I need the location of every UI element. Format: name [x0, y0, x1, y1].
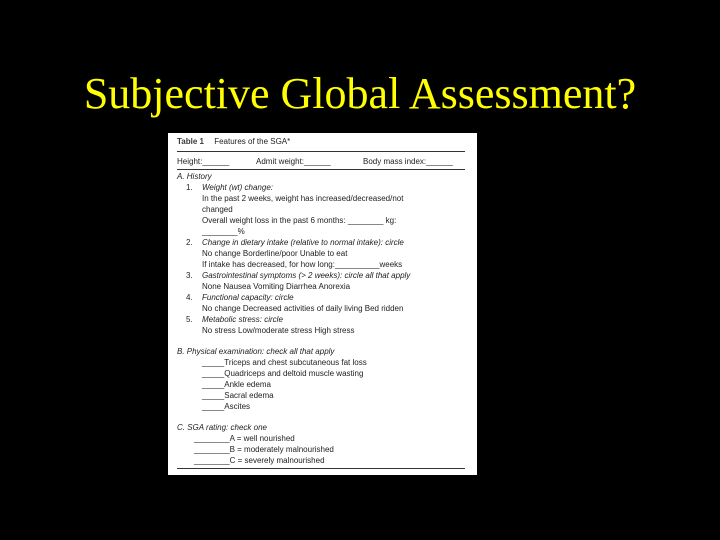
slide-title: Subjective Global Assessment? — [83, 69, 637, 118]
history-item-2-line: No change Borderline/poor Unable to eat — [202, 249, 348, 258]
rating-item: ________C = severely malnourished — [194, 456, 325, 465]
sga-table-image — [168, 133, 477, 475]
history-item-5-line: No stress Low/moderate stress High stress — [202, 326, 355, 335]
rating-item: ________B = moderately malnourished — [194, 445, 334, 454]
history-item-5-num: 5. — [186, 315, 193, 324]
admit-weight-field: Admit weight:______ — [256, 157, 331, 166]
exam-item: _____Quadriceps and deltoid muscle wasting — [202, 369, 364, 378]
history-item-1-line: In the past 2 weeks, weight has increased/decreased/not — [202, 194, 404, 203]
exam-item: _____Sacral edema — [202, 391, 274, 400]
history-item-4-num: 4. — [186, 293, 193, 302]
history-item-1-title: Weight (wt) change: — [202, 183, 273, 192]
history-item-3-line: None Nausea Vomiting Diarrhea Anorexia — [202, 282, 351, 291]
history-item-2-title: Change in dietary intake (relative to normal intake): circle — [202, 238, 404, 247]
history-item-4-title: Functional capacity: circle — [202, 293, 294, 302]
history-item-2-num: 2. — [186, 238, 193, 247]
history-item-3-num: 3. — [186, 271, 193, 280]
height-field: Height:______ — [177, 157, 230, 166]
exam-item: _____Triceps and chest subcutaneous fat loss — [202, 358, 367, 367]
divider-bottom — [177, 468, 465, 469]
rating-heading: C. SGA rating: check one — [177, 423, 267, 432]
history-item-5-title: Metabolic stress: circle — [202, 315, 283, 324]
table-caption-label: Table 1 — [177, 137, 204, 146]
history-item-4-line: No change Decreased activities of daily living Bed ridden — [202, 304, 404, 313]
rating-item: ________A = well nourished — [194, 434, 295, 443]
history-item-3-title: Gastrointestinal symptoms (> 2 weeks): circle all that apply — [202, 271, 411, 280]
history-item-2-line: If intake has decreased, for how long:__________weeks — [202, 260, 403, 269]
history-item-1-num: 1. — [186, 183, 193, 192]
exam-heading: B. Physical examination: check all that apply — [177, 347, 335, 356]
table-caption-title: Features of the SGA* — [214, 137, 291, 146]
table-caption — [177, 137, 290, 148]
divider-top — [177, 151, 465, 152]
exam-item: _____Ankle edema — [202, 380, 271, 389]
history-heading: A. History — [177, 172, 212, 181]
bmi-field: Body mass index:______ — [363, 157, 453, 166]
exam-item: _____Ascites — [202, 402, 251, 411]
history-item-1-line: Overall weight loss in the past 6 months: ________ kg: — [202, 216, 397, 225]
history-item-1-line: changed — [202, 205, 233, 214]
history-item-1-line: ________% — [202, 227, 245, 236]
divider-header — [177, 169, 465, 170]
